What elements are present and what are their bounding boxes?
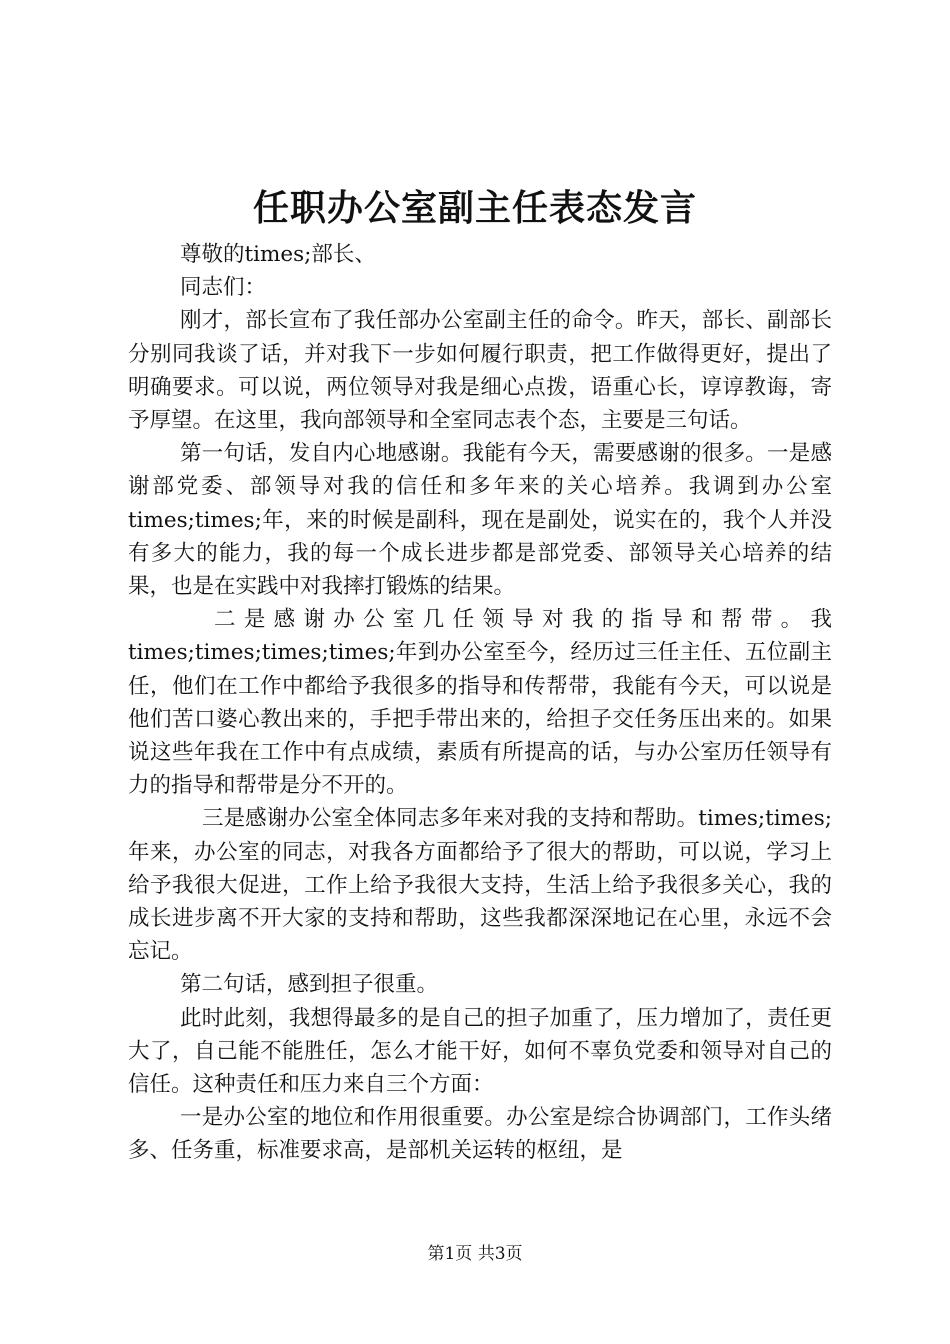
document-body — [128, 238, 832, 1168]
paragraph-office-role: 一是办公室的地位和作用很重要。办公室是综合协调部门，工作头绪多、任务重，标准要求高，是部机关运转的枢纽，是 — [128, 1105, 832, 1164]
paragraph-opening: 刚才，部长宣布了我任部办公室副主任的命令。昨天，部长、副部长分别同我谈了话，并对我下一步如何履行职责，把工作做得更好，提出了明确要求。可以说，两位领导对我是细心点拨，语重心长，谆谆教诲，寄予厚望。在这里，我向部领导和全室同志表个态，主要是三句话。 — [128, 308, 832, 434]
paragraph-second-point: 第二句话，感到担子很重。 — [180, 972, 439, 998]
paragraph-first-point: 第一句话，发自内心地感谢。我能有今天，需要感谢的很多。一是感谢部党委、部领导对我的信任和多年来的关心培养。我调到办公室times;times;年，来的时候是副科，现在是副处，说实在的，我个人并没有多大的能力，我的每一个成长进步都是部党委、部领导关心培养的结果，也是在实践中对我摔打锻炼的结果。 — [128, 441, 832, 600]
document-title: 任职办公室副主任表态发言 — [252, 187, 697, 229]
salutation: 尊敬的times;部长、 — [180, 242, 376, 267]
paragraph-pressure: 此时此刻，我想得最多的是自己的担子加重了，压力增加了，责任更大了，自己能不能胜任，怎么才能干好，如何不辜负党委和领导对自己的信任。这种责任和压力来自三个方面： — [128, 1005, 832, 1098]
page-footer: 第1页 共3页 — [427, 1244, 523, 1264]
salutation-comrades: 同志们： — [180, 275, 267, 301]
paragraph-third-thanks: 三是感谢办公室全体同志多年来对我的支持和帮助。times;times;年来，办公室的同志，对我各方面都给予了很大的帮助，可以说，学习上给予我很大促进，工作上给予我很大支持，生活上给予我很多关心，我的成长进步离不开大家的支持和帮助，这些我都深深地记在心里，永远不会忘记。 — [128, 806, 832, 965]
paragraph-second-thanks: 二是感谢办公室几任领导对我的指导和帮带。我times;times;times;times;年到办公室至今，经历过三任主任、五位副主任，他们在工作中都给予我很多的指导和传帮带，我能有今天，可以说是他们苦口婆心教出来的，手把手带出来的，给担子交任务压出来的。如果说这些年我在工作中有点成绩，素质有所提高的话，与办公室历任领导有力的指导和帮带是分不开的。 — [128, 607, 832, 799]
